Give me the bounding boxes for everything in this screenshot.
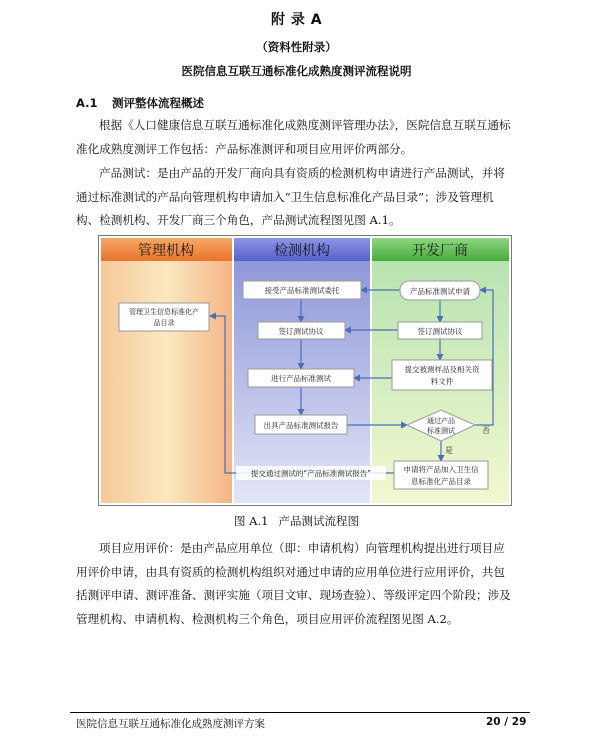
- paragraph-product-test: 产品测试：是由产品的开发厂商向具有资质的检测机构申请进行产品测试，并将通过标准测试的产品向管理机构申请加入“卫生信息标准化产品目录”；涉及管理机构、检测机构、开发厂商三个角色，产品测试流程图见图 A.1。: [76, 166, 505, 227]
- node-apply-test-label: 产品标准测试申请: [410, 287, 470, 296]
- node-decision-label-1: 通过产品: [427, 417, 455, 425]
- page-number: 20 / 29: [486, 716, 527, 728]
- node-run-test-label: 进行产品标准测试: [271, 374, 331, 383]
- product-test-flowchart: [98, 235, 518, 507]
- footer-divider: [70, 712, 530, 713]
- node-apply-catalog-label-2: 息标准化产品目录: [411, 477, 471, 486]
- lane-label-dev: 开发厂商: [412, 243, 468, 259]
- node-accept-label: 接受产品标准测试委托: [264, 286, 340, 295]
- figure-caption-text: 产品测试流程图: [278, 514, 359, 528]
- node-submit-samples-label-1: 提交被测样品及相关资: [404, 365, 480, 374]
- document-title: 医院信息互联互通标准化成熟度测评流程说明: [181, 64, 412, 78]
- edge-label-yes: 是: [445, 446, 453, 455]
- paragraph-intro: 根据《人口健康信息互联互通标准化成熟度测评管理办法》，医院信息互联互通标准化成熟度测评工作包括：产品标准测评和项目应用评价两部分。: [76, 118, 511, 156]
- node-catalog-label-1: 管理卫生信息标准化产: [129, 308, 199, 316]
- appendix-title: 附 录 A: [270, 12, 323, 28]
- node-apply-catalog-label-1: 申请将产品加入卫生信: [403, 465, 479, 474]
- paragraph-project-eval: 项目应用评价：是由产品应用单位（即：申请机构）向管理机构提出进行项目应用评价申请，由具有资质的检测机构组织对通过申请的应用单位进行应用评价，共包括测评申请、测评准备、测评实施（项目文审、现场查验）、等级评定四个阶段；涉及管理机构、申请机构、检测机构三个角色，项目应用评价流程图见图 A.2。: [76, 541, 511, 626]
- lane-label-test: 检测机构: [274, 243, 330, 259]
- section-heading: [76, 95, 204, 111]
- section-number: A.1: [76, 96, 98, 110]
- figure-label: 图 A.1: [234, 514, 269, 528]
- edge-label-no: 否: [482, 426, 490, 435]
- node-sign-vendor-label: 签订测试协议: [417, 327, 463, 336]
- edge-label-submit-report: 提交通过测试的“产品标准测试报告”: [250, 469, 372, 478]
- lane-mgmt-bg: [101, 261, 232, 503]
- appendix-subtitle: （资料性附录）: [256, 40, 337, 54]
- node-submit-samples-label-2: 料文件: [430, 377, 454, 386]
- node-sign-agency-label: 签订测试协议: [278, 327, 324, 336]
- node-decision-label-2: 标准测试: [427, 427, 455, 435]
- footer-title: 医院信息互联互通标准化成熟度测评方案: [76, 718, 265, 730]
- lane-label-mgmt: 管理机构: [138, 243, 194, 259]
- node-catalog-label-2: 品目录: [153, 319, 175, 327]
- figure-caption: [0, 513, 593, 529]
- node-issue-report-label: 出具产品标准测试报告: [263, 421, 339, 430]
- section-title: 测评整体流程概述: [112, 96, 204, 110]
